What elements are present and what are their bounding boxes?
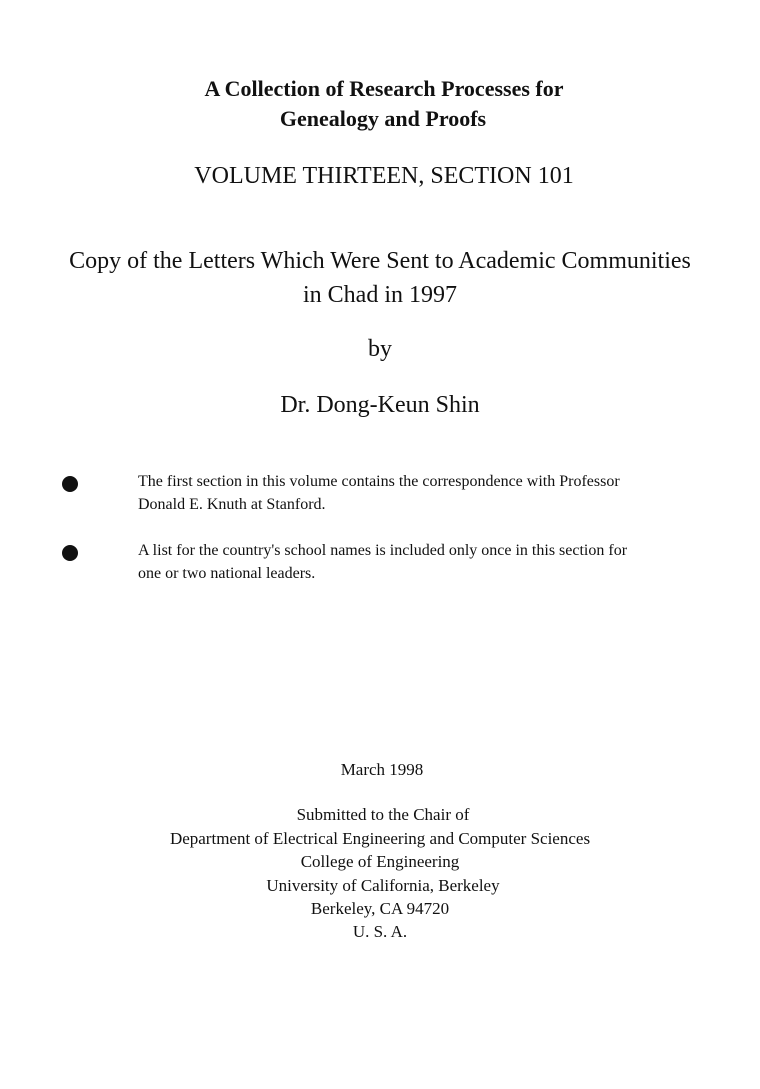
bullet-dot-icon: [62, 545, 78, 561]
bullet-text-line-1: A list for the country's school names is included only once in this section for: [138, 542, 628, 559]
author-name: Dr. Dong-Keun Shin: [280, 392, 480, 418]
submission-line-5: Berkeley, CA 94720: [310, 899, 450, 918]
title-line-1: A Collection of Research Processes for: [204, 76, 564, 101]
submission-line-6: U. S. A.: [352, 922, 408, 941]
submission-line-4: University of California, Berkeley: [266, 876, 500, 895]
volume-heading: VOLUME THIRTEEN, SECTION 101: [194, 163, 574, 189]
bullet-dot-icon: [62, 476, 78, 492]
subject-line-1: Copy of the Letters Which Were Sent to Academic Communities: [69, 248, 691, 274]
title-line-2: Genealogy and Proofs: [279, 106, 487, 131]
subject-line-2: in Chad in 1997: [303, 282, 457, 308]
submission-line-1: Submitted to the Chair of: [296, 805, 470, 824]
date-line: March 1998: [340, 760, 424, 779]
bullet-text-line-2: one or two national leaders.: [138, 565, 316, 582]
submission-line-3: College of Engineering: [300, 852, 460, 871]
bullet-text: [138, 470, 718, 516]
bullet-text-line-1: The first section in this volume contains the correspondence with Professor: [138, 473, 620, 490]
bullet-text-line-2: Donald E. Knuth at Stanford.: [138, 496, 326, 513]
submission-line-2: Department of Electrical Engineering and Computer Sciences: [169, 829, 591, 848]
bullet-text: [138, 539, 718, 585]
by-label: by: [368, 336, 392, 362]
